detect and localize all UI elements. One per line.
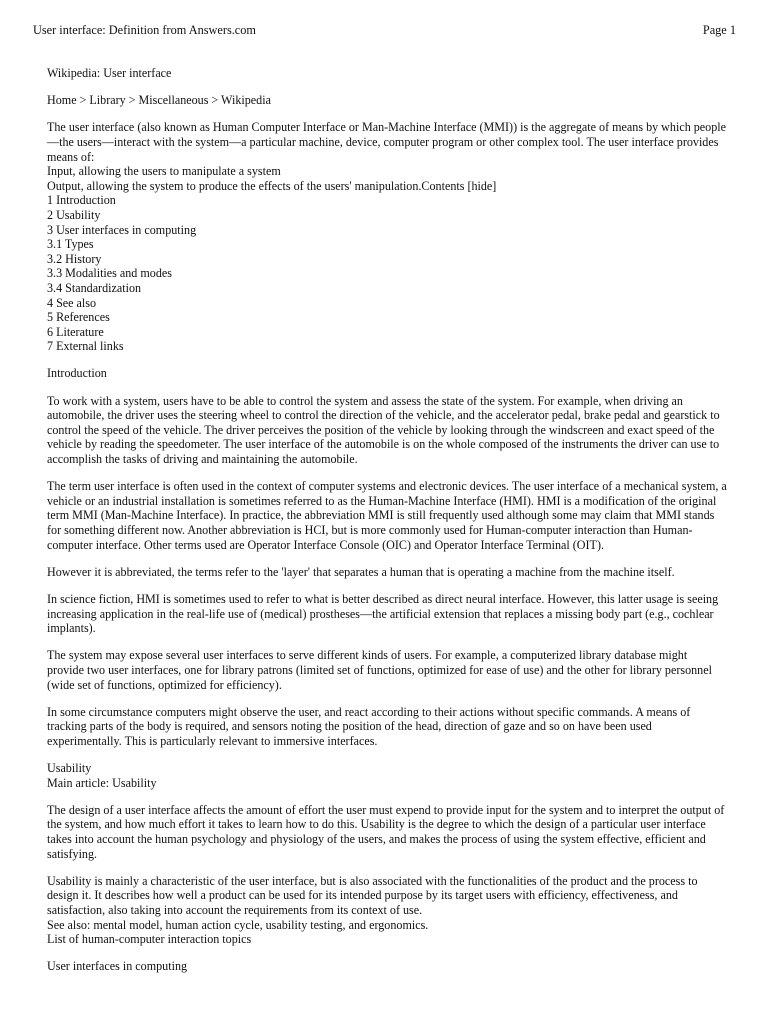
toc-item[interactable]: 3.4 Standardization <box>47 280 142 295</box>
toc-item[interactable]: 3 User interfaces in computing <box>47 222 197 237</box>
introduction-paragraph: The system may expose several user interfaces to serve different kinds of users. For example, a computerized library database might provide two user interfaces, one for library patrons (limited set of functions, optimized for ease of use) and the other for library personnel (wide set of functions, optimized for efficiency). <box>47 648 712 692</box>
toc-item[interactable]: 5 References <box>47 310 110 325</box>
toc-item[interactable]: 4 See also <box>47 295 97 310</box>
table-of-contents <box>47 193 727 354</box>
usability-paragraph: Usability is mainly a characteristic of the user interface, but is also associated with the functionalities of the product and the process to design it. It describes how well a product can be used for its intended purpose by its target users with efficiency, effectiveness, and satisfaction, also taking into account the requirements from its context of use. <box>47 873 698 918</box>
usability-main-article[interactable]: Main article: Usability <box>47 775 157 790</box>
hci-topics-link[interactable]: List of human-computer interaction topics <box>47 932 252 947</box>
introduction-paragraph: In some circumstance computers might observe the user, and react according to their actions without specific commands. A means of tracking parts of the body is required, and sensors noting the position of the head, direction of gaze and so on have been used experimentally. This is particularly relevant to immersive interfaces. <box>47 704 691 748</box>
intro-paragraph: The user interface (also known as Human Computer Interface or Man-Machine Interface (MMI)) is the aggregate of means by which people—the users—interact with the system—a particular machine, device, computer program or other complex tool. The user interface provides means of: <box>47 120 726 164</box>
introduction-paragraph: The term user interface is often used in the context of computer systems and electronic devices. The user interface of a mechanical system, a vehicle or an industrial installation is sometimes referred to as the Human-Machine Interface (HMI). HMI is a modification of the original term MMI (Man-Machine Interface). In practice, the abbreviation MMI is still frequently used although some may claim that MMI stands for something different now. Another abbreviation is HCI, but is more commonly used for Human-computer interaction than Human-computer interface. Other terms used are Operator Interface Console (OIC) and Operator Interface Terminal (OIT). <box>47 479 727 552</box>
breadcrumb: Home > Library > Miscellaneous > Wikipedia <box>47 93 271 108</box>
article-body <box>47 66 727 987</box>
introduction-paragraph: However it is abbreviated, the terms refer to the 'layer' that separates a human that is operating a machine from the machine itself. <box>47 564 675 579</box>
toc-item[interactable]: 3.3 Modalities and modes <box>47 266 172 281</box>
toc-item[interactable]: 2 Usability <box>47 207 101 222</box>
usability-paragraph: The design of a user interface affects the amount of effort the user must expend to provide input for the system and to interpret the output of the system, and how much effort it takes to learn how to do this. Usability is the degree to which the design of a particular user interface takes into account the human psychology and physiology of the users, and makes the process of using the system effective, efficient and satisfying. <box>47 802 725 861</box>
means-input: Input, allowing the users to manipulate a system <box>47 164 281 179</box>
see-also-line[interactable]: See also: mental model, human action cycle, usability testing, and ergonomics. <box>47 917 429 932</box>
document-title: User interface: Definition from Answers.com <box>33 23 256 37</box>
toc-item[interactable]: 3.2 History <box>47 251 102 266</box>
source-title: Wikipedia: User interface <box>47 66 172 80</box>
toc-item[interactable]: 7 External links <box>47 339 124 354</box>
computing-heading: User interfaces in computing <box>47 959 188 974</box>
means-output-contents: Output, allowing the system to produce the effects of the users' manipulation.Contents [hide] <box>47 178 497 193</box>
page-number: Page 1 <box>702 23 736 37</box>
toc-item[interactable]: 1 Introduction <box>47 193 116 208</box>
toc-item[interactable]: 3.1 Types <box>47 237 94 252</box>
toc-item[interactable]: 6 Literature <box>47 324 104 339</box>
introduction-heading: Introduction <box>47 366 107 381</box>
print-header <box>33 23 736 38</box>
introduction-paragraph: In science fiction, HMI is sometimes used to refer to what is better described as direct neural interface. However, this latter usage is seeing increasing application in the real-life use of (medical) prostheses—the artificial extension that replaces a missing body part (e.g., cochlear implants). <box>47 591 719 636</box>
usability-heading: Usability <box>47 761 92 776</box>
introduction-paragraph: To work with a system, users have to be able to control the system and assess the state of the system. For example, when driving an automobile, the driver uses the steering wheel to control the direction of the vehicle, and the accelerator pedal, brake pedal and gearstick to control the speed of the vehicle. The driver perceives the position of the vehicle by looking through the windscreen and exact speed of the vehicle by reading the speedometer. The user interface of the automobile is on the whole composed of the instruments the driver can use to accomplish the tasks of driving and maintaining the automobile. <box>47 393 720 467</box>
